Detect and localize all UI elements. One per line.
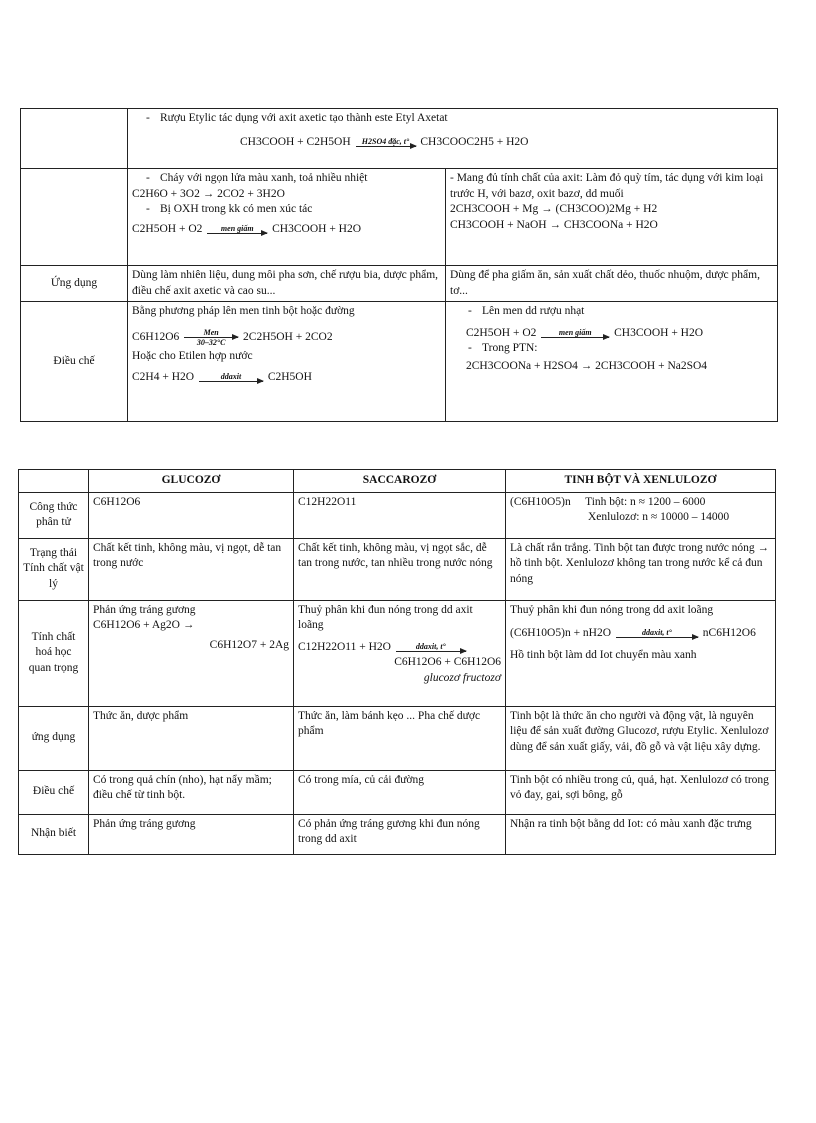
reaction-arrow	[184, 328, 238, 347]
table-row	[19, 538, 776, 600]
sucrose-product-names: glucozơ fructozơ	[423, 671, 501, 684]
sucrose-equation	[298, 640, 501, 656]
equation-left: C6H12O6	[132, 330, 180, 343]
alcohol-acid-table	[20, 108, 778, 422]
combustion-equation: C2H6O + 3O2 → 2CO2 + 3H2O	[132, 187, 285, 200]
starch-n-range: Tinh bột: n ≈ 1200 – 6000	[585, 495, 706, 508]
row-label-empty	[21, 109, 128, 169]
combustion-note: - Cháy với ngọn lửa màu xanh, toả nhiều nhiệt	[146, 171, 441, 187]
vinegar-note: - Lên men dd rượu nhạt	[468, 304, 773, 320]
glucose-formula: C6H12O6	[89, 492, 294, 538]
reaction-arrow	[396, 642, 466, 652]
glucose-equation-left: C6H12O6 + Ag2O →	[93, 619, 195, 632]
starch-equation	[510, 626, 771, 642]
lab-equation: 2CH3COONa + H2SO4 → 2CH3COOH + Na2SO4	[466, 359, 708, 372]
arrow-label: Men	[203, 327, 219, 337]
table-row	[19, 770, 776, 814]
table-row	[19, 814, 776, 854]
arrow-label: ddaxit, t°	[641, 628, 672, 638]
row-label-use: Ứng dụng	[21, 266, 128, 302]
combustion-cell	[128, 169, 446, 266]
starch-identify: Nhận ra tinh bột bằng dd Iot: có màu xanh đặc trưng	[506, 814, 776, 854]
header-glucose: GLUCOZƠ	[89, 470, 294, 493]
equation-right: CH3COOC2H5 + H2O	[420, 135, 529, 148]
table-row	[19, 600, 776, 706]
lab-note: - Trong PTN:	[468, 341, 773, 357]
glucose-use: Thức ăn, dược phẩm	[89, 706, 294, 770]
arrow-label: men giấm	[220, 223, 254, 233]
arrow-label: ddaxit	[220, 372, 242, 382]
arrow-label: ddaxit, t°	[415, 641, 446, 651]
row-label-chemical: Tính chất hoá học quan trọng	[19, 600, 89, 706]
table-row	[21, 266, 778, 302]
starch-formula-line	[510, 495, 771, 511]
equation-left: C2H5OH + O2	[132, 222, 203, 235]
starch-physical: Là chất rắn trắng. Tinh bột tan được trong nước nóng → hồ tinh bột. Xenlulozơ không tan trong nước kể cả đun nóng	[506, 538, 776, 600]
equation-left: CH3COOH + C2H5OH	[240, 135, 351, 148]
row-label-formula: Công thức phân tử	[19, 492, 89, 538]
row-label-prep: Điều chế	[19, 770, 89, 814]
row-label-identify: Nhận biết	[19, 814, 89, 854]
acid-use-cell: Dùng để pha giấm ăn, sản xuất chất dẻo, thuốc nhuộm, dược phẩm, tơ...	[446, 266, 778, 302]
vinegar-equation	[466, 326, 773, 342]
equation-left: C2H5OH + O2	[466, 326, 537, 339]
sucrose-reaction-note: Thuỷ phân khi đun nóng trong dd axit loãng	[298, 603, 473, 632]
glucose-chemical-cell	[89, 600, 294, 706]
equation-right: C2H5OH	[267, 371, 312, 384]
equation-right: nC6H12O6	[702, 627, 756, 640]
glucose-physical: Chất kết tinh, không màu, vị ngọt, dễ tan trong nước	[89, 538, 294, 600]
starch-formula: (C6H10O5)n	[510, 495, 571, 508]
oxidation-note: - Bị OXH trong kk có men xúc tác	[146, 202, 441, 218]
glucose-equation-right: C6H12O7 + 2Ag	[209, 638, 289, 651]
fermentation-note: Bằng phương pháp lên men tinh bột hoặc đường	[132, 305, 355, 318]
row-label-prep: Điều chế	[21, 302, 128, 422]
header-sucrose: SACCAROZƠ	[294, 470, 506, 493]
sucrose-identify: Có phản ứng tráng gương khi đun nóng trong dd axit	[294, 814, 506, 854]
naoh-equation: CH3COOH + NaOH → CH3COONa + H2O	[450, 218, 658, 231]
sucrose-use: Thức ăn, làm bánh kẹo ... Pha chế dược phẩm	[294, 706, 506, 770]
starch-use: Tinh bột là thức ăn cho người và động vật, là nguyên liệu để sản xuất đường Glucozơ, rượu Etylic. Xenlulozơ dùng để sản xuất giấy, vải, đồ gỗ và vật liệu xây dựng.	[506, 706, 776, 770]
header-starch: TINH BỘT VÀ XENLULOZƠ	[506, 470, 776, 493]
row-label-use: ứng dụng	[19, 706, 89, 770]
starch-reaction-note: Thuỷ phân khi đun nóng trong dd axit loãng	[510, 603, 714, 616]
iodine-test-note: Hồ tinh bột làm dd Iot chuyển màu xanh	[510, 648, 697, 661]
table-row	[19, 706, 776, 770]
equation-right: 2C2H5OH + 2CO2	[243, 330, 333, 343]
sucrose-products: C6H12O6 + C6H12O6	[394, 656, 501, 669]
arrow-sublabel: 30–32°C	[196, 337, 226, 347]
sucrose-formula: C12H22O11	[294, 492, 506, 538]
starch-prep: Tinh bột có nhiều trong củ, quả, hạt. Xenlulozơ có trong vỏ đay, gai, sợi bông, gỗ	[506, 770, 776, 814]
reaction-arrow	[541, 328, 609, 338]
table-row	[21, 302, 778, 422]
alcohol-prep-cell	[128, 302, 446, 422]
sucrose-chemical-cell	[294, 600, 506, 706]
carbohydrate-table	[18, 469, 776, 855]
mg-equation: 2CH3COOH + Mg → (CH3COO)2Mg + H2	[450, 203, 658, 216]
table-row	[21, 169, 778, 266]
acid-properties-cell	[446, 169, 778, 266]
reaction-arrow	[356, 137, 416, 147]
esterification-note: - Rượu Etylic tác dụng với axit axetic tạo thành este Etyl Axetat	[146, 111, 773, 127]
header-empty	[19, 470, 89, 493]
sucrose-physical: Chất kết tinh, không màu, vị ngọt sắc, dễ tan trong nước, tan nhiều trong nước nóng	[294, 538, 506, 600]
acid-prep-cell	[446, 302, 778, 422]
esterification-cell	[128, 109, 778, 169]
fermentation-equation	[132, 328, 441, 347]
row-label-empty	[21, 169, 128, 266]
reaction-arrow	[616, 628, 698, 638]
ethylene-note: Hoặc cho Etilen hợp nước	[132, 349, 253, 362]
starch-chemical-cell	[506, 600, 776, 706]
sucrose-prep: Có trong mía, củ cải đường	[294, 770, 506, 814]
table-header-row	[19, 470, 776, 493]
equation-right: CH3COOH + H2O	[272, 222, 362, 235]
ethylene-equation	[132, 370, 441, 386]
equation-left: C12H22O11 + H2O	[298, 640, 391, 653]
catalyst-label: H2SO4 đặc, t°	[361, 136, 410, 146]
row-label-physical: Trạng thái Tính chất vật lý	[19, 538, 89, 600]
alcohol-use-cell: Dùng làm nhiên liệu, dung môi pha sơn, chế rượu bia, dược phẩm, điều chế axit axetic và cao su...	[128, 266, 446, 302]
equation-left: C2H4 + H2O	[132, 371, 195, 384]
glucose-reaction-note: Phản ứng tráng gương	[93, 603, 196, 616]
glucose-prep: Có trong quả chín (nho), hạt nẩy mầm; điều chế từ tinh bột.	[89, 770, 294, 814]
table-row	[21, 109, 778, 169]
reaction-arrow	[207, 224, 267, 234]
starch-formula-cell	[506, 492, 776, 538]
glucose-identify: Phản ứng tráng gương	[89, 814, 294, 854]
equation-left: (C6H10O5)n + nH2O	[510, 627, 612, 640]
equation-right: CH3COOH + H2O	[614, 326, 704, 339]
table-row	[19, 492, 776, 538]
oxidation-equation	[132, 222, 441, 238]
reaction-arrow	[199, 372, 263, 382]
acid-properties-note: - Mang đủ tính chất của axit: Làm đỏ quỳ tím, tác dụng với kim loại trước H, với bazơ, oxit bazơ, dd muối	[450, 172, 764, 200]
esterification-equation	[240, 135, 773, 151]
cellulose-n-range: Xenlulozơ: n ≈ 10000 – 14000	[588, 511, 730, 524]
arrow-label: men giấm	[558, 327, 592, 337]
